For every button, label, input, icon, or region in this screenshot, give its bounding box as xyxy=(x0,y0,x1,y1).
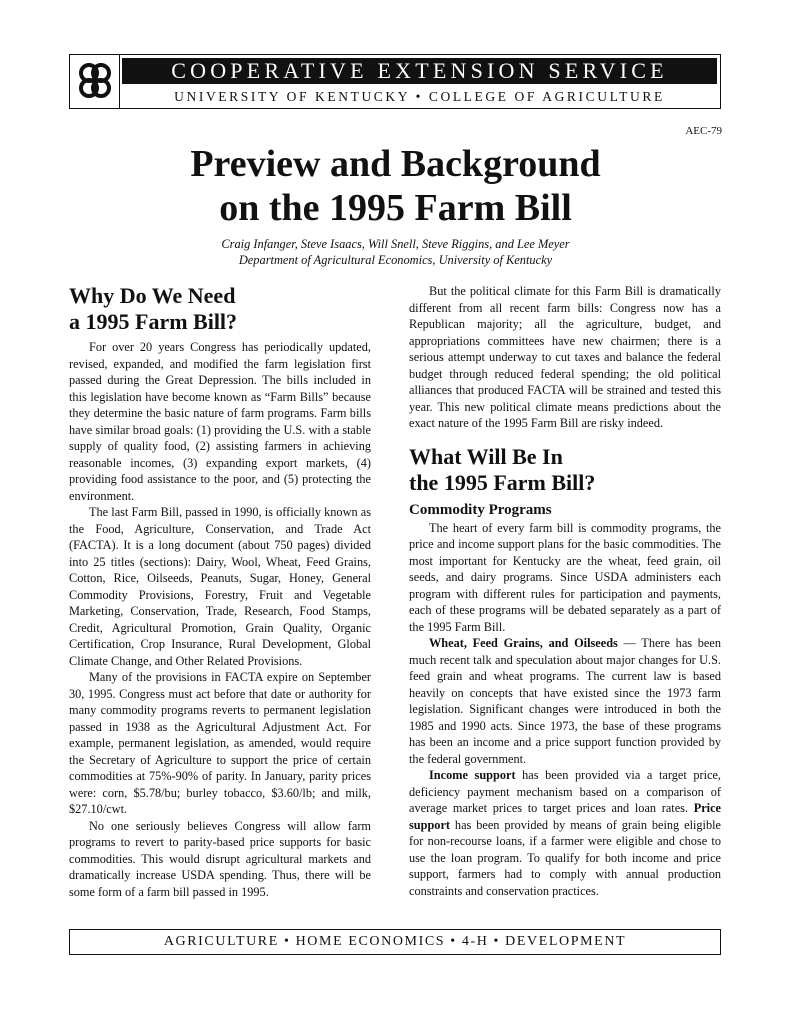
paragraph: No one seriously believes Congress will allow farm programs to revert to parity-based price supports for basic commodities. This would disrupt agricultural markets and dramatically increase USDA spending. Thus, there will be some form of a farm bill passed in 1995. xyxy=(69,818,371,899)
paragraph xyxy=(409,635,721,767)
inline-lead: Price support xyxy=(409,801,721,832)
heading-line: the 1995 Farm Bill? xyxy=(409,469,596,495)
author-block xyxy=(0,236,791,268)
heading-line: Why Do We Need xyxy=(69,283,236,308)
section-heading-why xyxy=(69,283,371,335)
extension-service-banner xyxy=(69,54,721,109)
paragraph-text: — There has been much recent talk and speculation about major changes for U.S. feed grain and wheat programs. The current law is based heavily on concepts that have existed since the 1973 farm legislation. Significant changes were introduced in both the 1985 and 1990 acts. Since 1973, the base of these programs has been an income and a price support function provided by the federal government. xyxy=(409,636,721,766)
org-name: COOPERATIVE EXTENSION SERVICE xyxy=(122,58,717,84)
heading-line: a 1995 Farm Bill? xyxy=(69,309,238,334)
paragraph: The heart of every farm bill is commodity programs, the price and income support plans for the basic commodities. The most important for Kentucky are the wheat, feed grain, oil seeds, and dairy programs. Since USDA administers each program with different rules for participation and payments, each of these programs will be debated separately as a part of the 1995 Farm Bill. xyxy=(409,520,721,634)
paragraph xyxy=(409,767,721,899)
title-line-2: on the 1995 Farm Bill xyxy=(219,187,572,229)
document-number: AEC-79 xyxy=(685,125,722,137)
author-names: Craig Infanger, Steve Isaacs, Will Snell, Steve Riggins, and Lee Meyer xyxy=(221,237,570,251)
paragraph: Many of the provisions in FACTA expire on September 30, 1995. Congress must act before that date or authority for many commodity programs reverts to permanent legislation passed in 1938 as the Agricultural Adjustment Act. For example, permanent legislation, as amended, would require the Secretary of Agriculture to support the price of certain commodities at 75%-90% of parity. In January, parity prices were: corn, $5.78/bu; burley tobacco, $3.60/lb; and milk, $27.10/cwt. xyxy=(69,670,371,816)
paragraph-text: has been provided via a target price, deficiency payment mechanism based on a comparison of average market prices to target prices and loan rates. xyxy=(409,768,721,815)
paragraph: For over 20 years Congress has periodically updated, revised, expanded, and modified the farm legislation first passed during the Great Depression. The bills included in this legislation have become known as “Farm Bills” because they determine the basic nature of farm programs. Farm bills have similar broad goals: (1) providing the U.S. with a stable supply of quality food, (2) assisting farmers in achieving reasonable incomes, (3) expanding export markets, (4) providing food assistance to the poor, and (5) protecting the environment. xyxy=(69,340,371,503)
footer-program-areas: AGRICULTURE • HOME ECONOMICS • 4-H • DEVELOPMENT xyxy=(69,929,721,955)
paragraph: The last Farm Bill, passed in 1990, is officially known as the Food, Agriculture, Conservation, and Trade Act (FACTA). It is a long document (about 750 pages) divided into 25 titles (sections): Dairy, Wool, Wheat, Feed Grains, Cotton, Rice, Oilseeds, Peanuts, Sugar, Honey, General Commodity Provisions, Forestry, Fruit and Vegetable Marketing, Conservation, Trade, Research, Food Stamps, Credit, Agricultural Promotion, Grain Quality, Organic Certification, Crop Insurance, Rural Development, Global Climate Change, and Other Related Provisions. xyxy=(69,505,371,668)
left-column xyxy=(69,283,371,900)
subheading-commodity-programs: Commodity Programs xyxy=(409,501,552,518)
right-column xyxy=(409,283,721,899)
paragraph: But the political climate for this Farm Bill is dramatically different from all recent farm bills: Congress now has a Republican majority; all the agriculture, budget, and appropriations committees have new chairmen; there is a serious attempt underway to cut taxes and balance the federal budget through reduced federal spending; the old political alliances that produced FACTA will be strained and tested this year. This new political climate means predictions about the exact nature of the 1995 Farm Bill are risky indeed. xyxy=(409,284,721,430)
section-heading-what xyxy=(409,444,721,496)
author-department: Department of Agricultural Economics, University of Kentucky xyxy=(238,253,553,267)
inline-lead: Wheat, Feed Grains, and Oilseeds xyxy=(429,636,618,650)
cooperative-extension-logo-icon xyxy=(70,55,120,108)
inline-lead: Income support xyxy=(429,768,516,782)
page-title xyxy=(0,142,791,230)
affiliation: UNIVERSITY OF KENTUCKY • COLLEGE OF AGRICULTURE xyxy=(174,89,665,104)
paragraph-text: has been provided by means of grain being eligible for non-recourse loans, if a farmer were eligible and chose to use the loan program. To qualify for both income and price support, farmers had to comply with annual production constraints and conservation practices. xyxy=(409,817,721,898)
title-line-1: Preview and Background xyxy=(190,143,601,185)
heading-line: What Will Be In xyxy=(409,443,563,469)
